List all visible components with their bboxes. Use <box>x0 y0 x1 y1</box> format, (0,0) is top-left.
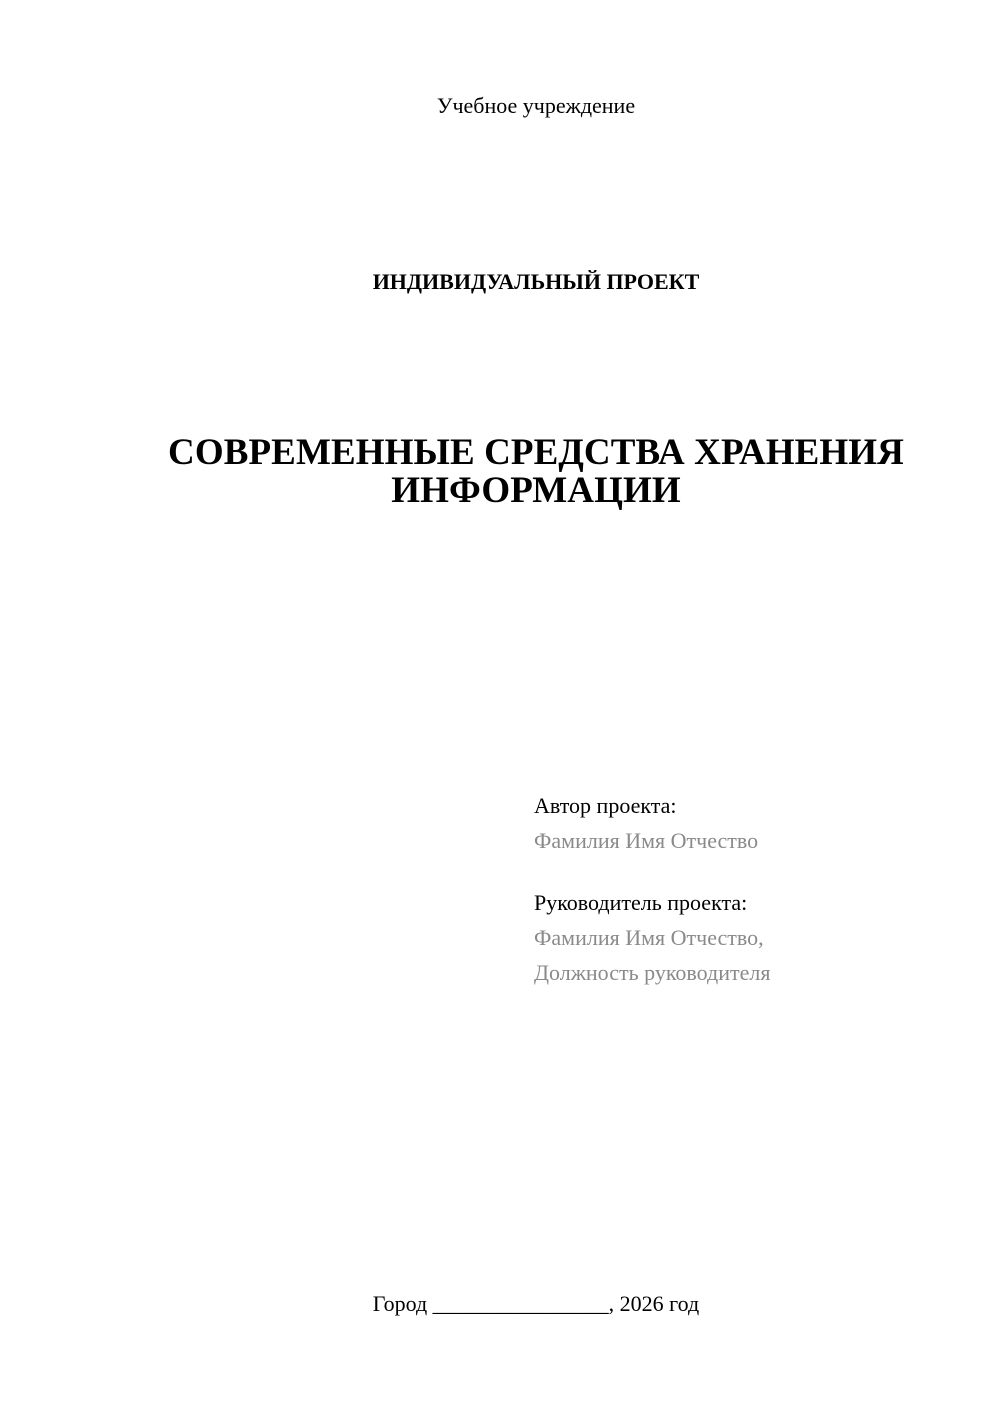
supervisor-position: Должность руководителя <box>534 960 771 985</box>
city-year-line: Город ________________, 2026 год <box>372 1291 700 1316</box>
supervisor-name: Фамилия Имя Отчество, <box>534 925 764 950</box>
institution-name: Учебное учреждение <box>436 93 636 118</box>
info-spacer <box>534 858 954 885</box>
project-title <box>120 434 952 510</box>
author-name: Фамилия Имя Отчество <box>534 828 759 853</box>
supervisor-label: Руководитель проекта: <box>534 890 748 915</box>
project-type-heading: ИНДИВИДУАЛЬНЫЙ ПРОЕКТ <box>372 269 700 294</box>
project-title-line-2: ИНФОРМАЦИИ <box>391 470 681 511</box>
project-info-block <box>534 788 954 990</box>
author-label: Автор проекта: <box>534 793 677 818</box>
project-title-line-1: СОВРЕМЕННЫЕ СРЕДСТВА ХРАНЕНИЯ <box>168 432 904 473</box>
